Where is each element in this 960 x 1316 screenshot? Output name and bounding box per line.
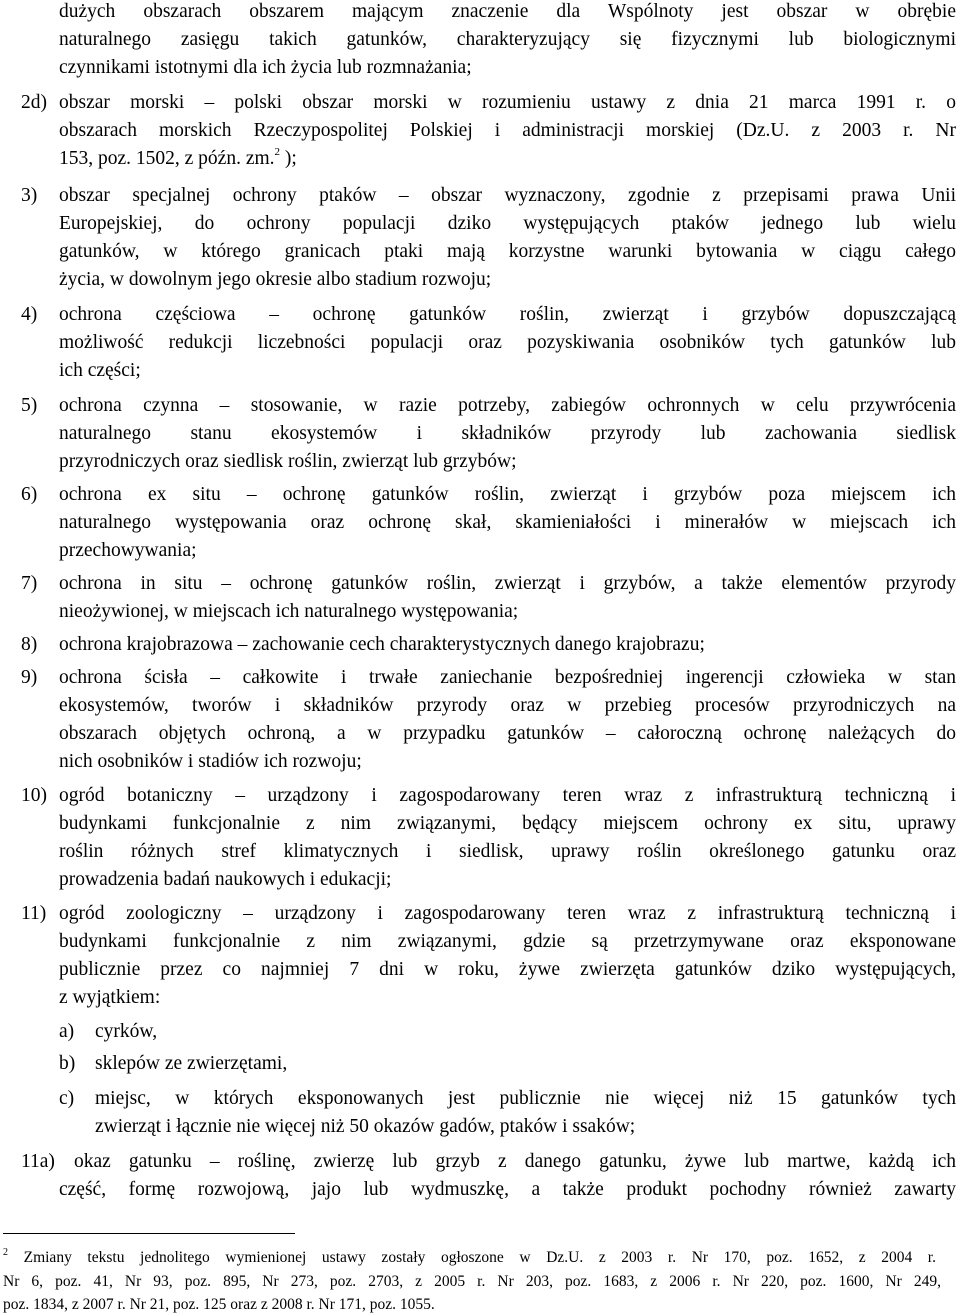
text-line: ekosystemów, tworów i składników przyrody oraz w przebieg procesów przyrodniczych na <box>59 695 956 716</box>
subitem-label: a) <box>59 1021 75 1042</box>
text-line: z wyjątkiem: <box>59 987 161 1008</box>
text-line: zwierząt i łącznie nie więcej niż 50 okazów gadów, ptaków i ssaków; <box>95 1116 636 1137</box>
text-line: ochrona ex situ – ochronę gatunków roślin, zwierząt i grzybów poza miejscem ich <box>59 484 956 505</box>
text-line: nich osobników i stadiów ich rozwoju; <box>59 751 362 772</box>
text-line: miejsc, w których eksponowanych jest publicznie nie więcej niż 15 gatunków tych <box>95 1088 956 1109</box>
item-label: 4) <box>21 304 38 325</box>
text-line: ochrona in situ – ochronę gatunków roślin, zwierząt i grzybów, a także elementów przyrody <box>59 573 956 594</box>
text-segment: 153, poz. 1502, z późn. zm. <box>59 148 275 169</box>
text-line: przyrodniczych oraz siedlisk roślin, zwierząt lub grzybów; <box>59 451 517 472</box>
text-line: budynkami funkcjonalnie z nim związanymi, będący miejscem ochrony ex situ, uprawy <box>59 813 956 834</box>
text-line: Europejskiej, do ochrony populacji dziko występujących ptaków jednego lub wielu <box>59 213 956 234</box>
text-line: prowadzenia badań naukowych i edukacji; <box>59 869 392 890</box>
footnote-separator <box>3 1233 295 1234</box>
footnote-reference[interactable]: 2 <box>274 146 281 158</box>
item-label: 11a) <box>21 1151 55 1172</box>
item-label: 5) <box>21 395 38 416</box>
item-label: 3) <box>21 185 38 206</box>
text-segment: ); <box>280 148 297 169</box>
text-segment: Zmiany tekstu jednolitego wymienionej ustawy zostały ogłoszone w Dz.U. z 2003 r. Nr 170, poz. 1652, z 2004 r. <box>8 1249 936 1266</box>
text-line: życia, w dowolnym jego okresie albo stadium rozwoju; <box>59 269 492 290</box>
text-line: obszarach objętych ochroną, a w przypadku gatunków – całoroczną ochronę należących do <box>59 723 956 744</box>
text-line: ogród botaniczny – urządzony i zagospodarowany teren wraz z infrastrukturą techniczną i <box>59 785 956 806</box>
subitem-label: b) <box>59 1053 76 1074</box>
subitem-label: c) <box>59 1088 75 1109</box>
text-line <box>59 145 297 173</box>
item-label: 10) <box>21 785 47 806</box>
text-line: gatunków, w którego granicach ptaki mają korzystne warunki bytowania w ciągu całego <box>59 241 956 262</box>
item-label: 2d) <box>21 92 47 113</box>
text-line: budynkami funkcjonalnie z nim związanymi, gdzie są przetrzymywane oraz eksponowane <box>59 931 956 952</box>
text-line: roślin różnych stref klimatycznych i siedlisk, uprawy roślin określonego gatunku oraz <box>59 841 956 862</box>
text-line: przechowywania; <box>59 540 197 561</box>
item-label: 7) <box>21 573 38 594</box>
text-line: ochrona krajobrazowa – zachowanie cech charakterystycznych danego krajobrazu; <box>59 634 705 655</box>
text-line: publicznie przez co najmniej 7 dni w roku, żywe zwierzęta gatunków dziko występujących, <box>59 959 956 980</box>
text-line: możliwość redukcji liczebności populacji oraz pozyskiwania osobników tych gatunków lub <box>59 332 956 353</box>
text-line: czynnikami istotnymi dla ich życia lub rozmnażania; <box>59 57 472 78</box>
item-label: 8) <box>21 634 38 655</box>
text-line: dużych obszarach obszarem mającym znaczenie dla Wspólnoty jest obszar w obrębie <box>59 1 956 22</box>
item-label: 6) <box>21 484 38 505</box>
text-line: obszarach morskich Rzeczypospolitej Polskiej i administracji morskiej (Dz.U. z 2003 r. Nr <box>59 120 956 141</box>
text-line: cyrków, <box>95 1021 158 1042</box>
footnote-marker: 2 <box>3 1248 8 1258</box>
text-line: obszar morski – polski obszar morski w rozumieniu ustawy z dnia 21 marca 1991 r. o <box>59 92 956 113</box>
text-line: naturalnego zasięgu takich gatunków, charakteryzujący się fizycznymi lub biologicznymi <box>59 29 956 50</box>
item-label: 9) <box>21 667 38 688</box>
text-line: okaz gatunku – roślinę, zwierzę lub grzyb z danego gatunku, żywe lub martwe, każdą ich <box>74 1151 956 1172</box>
footnote-line: Nr 6, poz. 41, Nr 93, poz. 895, Nr 273, poz. 2703, z 2005 r. Nr 203, poz. 1683, z 2006 r. Nr 220, poz. 1600, Nr 249, <box>3 1273 941 1290</box>
text-line: ochrona ścisła – całkowite i trwałe zaniechanie bezpośredniej ingerencji człowieka w stan <box>59 667 956 688</box>
text-line: część, formę rozwojową, jajo lub wydmuszkę, a także produkt pochodny również zawarty <box>59 1179 956 1200</box>
text-line: ochrona częściowa – ochronę gatunków roślin, zwierząt i grzybów dopuszczającą <box>59 304 956 325</box>
text-line: obszar specjalnej ochrony ptaków – obszar wyznaczony, zgodnie z przepisami prawa Unii <box>59 185 956 206</box>
text-line: sklepów ze zwierzętami, <box>95 1053 288 1074</box>
footnote-line <box>3 1248 936 1268</box>
text-line: naturalnego występowania oraz ochronę skał, skamieniałości i minerałów w miejscach ich <box>59 512 956 533</box>
text-line: nieożywionej, w miejscach ich naturalnego występowania; <box>59 601 519 622</box>
text-line: ochrona czynna – stosowanie, w razie potrzeby, zabiegów ochronnych w celu przywrócenia <box>59 395 956 416</box>
footnote-line: poz. 1834, z 2007 r. Nr 21, poz. 125 oraz z 2008 r. Nr 171, poz. 1055. <box>3 1296 435 1313</box>
text-line: ich części; <box>59 360 141 381</box>
text-line: naturalnego stanu ekosystemów i składników przyrody lub zachowania siedlisk <box>59 423 956 444</box>
text-line: ogród zoologiczny – urządzony i zagospodarowany teren wraz z infrastrukturą techniczną i <box>59 903 956 924</box>
item-label: 11) <box>21 903 47 924</box>
